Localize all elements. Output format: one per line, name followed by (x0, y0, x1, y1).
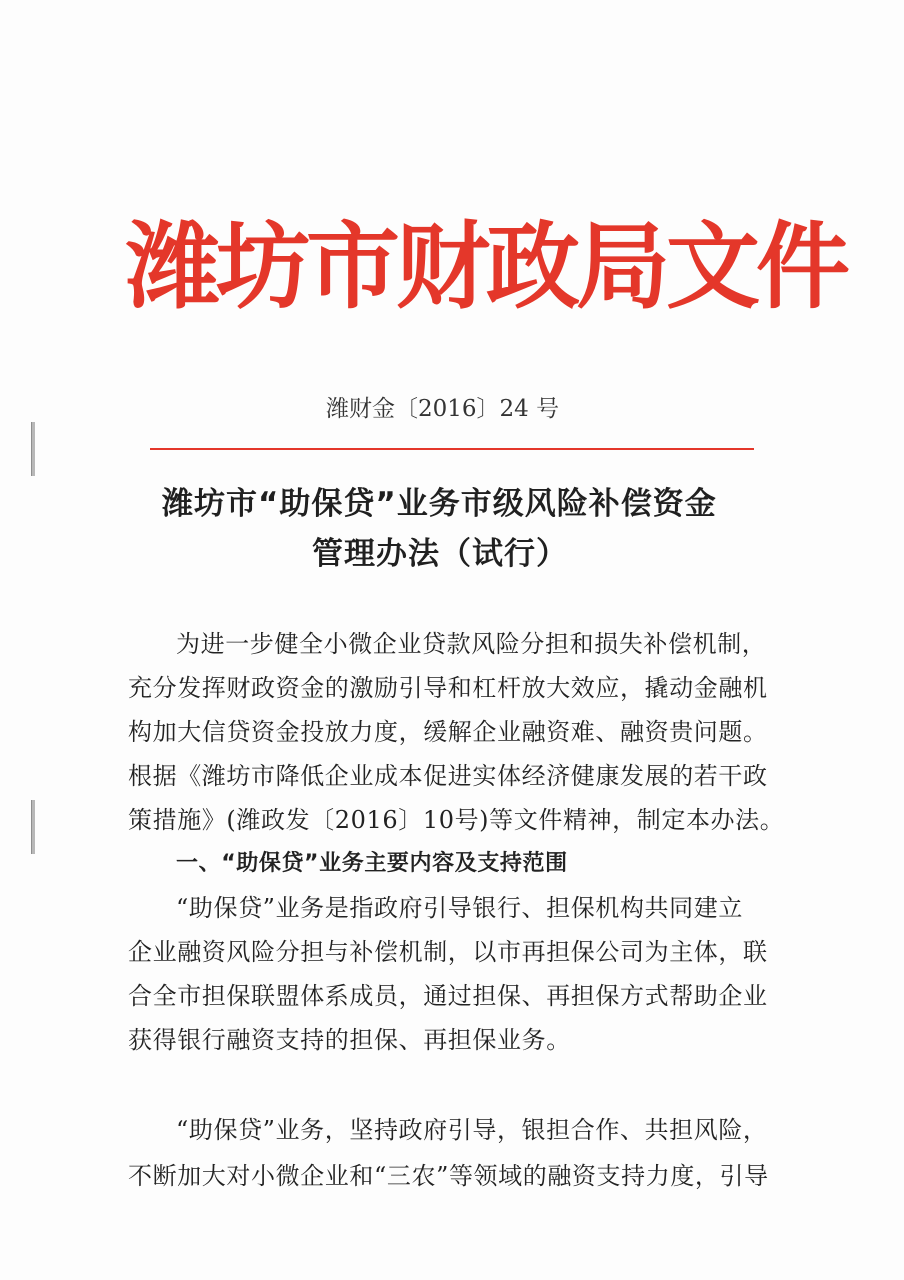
red-header-title: 潍坊市财政局文件 (126, 213, 847, 322)
body-line-4: 根据《潍坊市降低企业成本促进实体经济健康发展的若干政 (128, 762, 768, 790)
body-line-12: 不断加大对小微企业和“三农”等领域的融资支持力度，引导 (128, 1162, 769, 1190)
body-line-3: 构加大信贷资金投放力度，缓解企业融资难、融资贵问题。 (128, 718, 768, 746)
body-line-1: 为进一步健全小微企业贷款风险分担和损失补偿机制， (176, 630, 767, 658)
body-line-9: 合全市担保联盟体系成员，通过担保、再担保方式帮助企业 (128, 982, 768, 1010)
body-line-8: 企业融资风险分担与补偿机制，以市再担保公司为主体，联 (128, 938, 768, 966)
document-title-line-1: 潍坊市“助保贷”业务市级风险补偿资金 (162, 486, 717, 522)
document-number: 潍财金〔2016〕24 号 (326, 396, 560, 422)
binding-mark-bottom (31, 800, 35, 854)
red-divider-line (150, 448, 754, 450)
body-line-2: 充分发挥财政资金的激励引导和杠杆放大效应，撬动金融机 (128, 674, 768, 702)
body-line-7: “助保贷”业务是指政府引导银行、担保机构共同建立 (176, 894, 743, 922)
body-line-11: “助保贷”业务，坚持政府引导，银担合作、共担风险， (176, 1116, 768, 1144)
document-title-line-2: 管理办法（试行） (312, 536, 568, 572)
body-line-10: 获得银行融资支持的担保、再担保业务。 (128, 1026, 571, 1054)
section-heading-1: 一、“助保贷”业务主要内容及支持范围 (176, 851, 568, 876)
binding-mark-top (31, 422, 35, 476)
body-line-5: 策措施》(潍政发〔2016〕10号)等文件精神，制定本办法。 (128, 806, 785, 834)
